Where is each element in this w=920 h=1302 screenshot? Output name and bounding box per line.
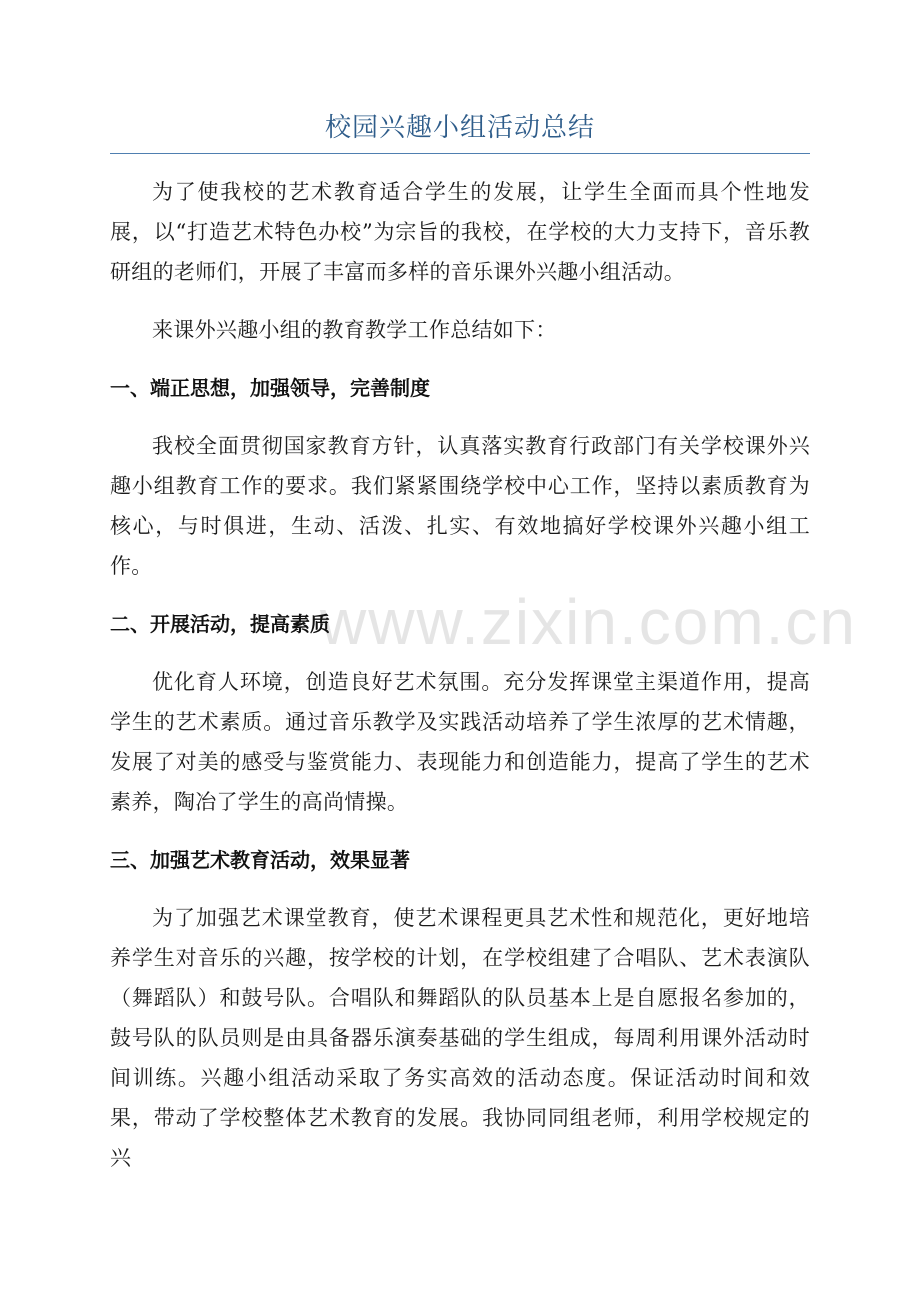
title-underline: [110, 153, 810, 154]
document-title: 校园兴趣小组活动总结: [324, 113, 595, 143]
section-body-3: 为了加强艺术课堂教育，使艺术课程更具艺术性和规范化，更好地培养学生对音乐的兴趣，按学校的计划，在学校组建了合唱队、艺术表演队（舞蹈队）和鼓号队。合唱队和舞蹈队的队员基本上是自愿报名参加的，鼓号队的队员则是由具备器乐演奏基础的学生组成，每周利用课外活动时间训练。兴趣小组活动采取了务实高效的活动态度。保证活动时间和效果，带动了学校整体艺术教育的发展。我协同同组老师，利用学校规定的兴: [110, 906, 810, 1170]
document-body: [110, 172, 810, 1178]
intro-summary-line: 来课外兴趣小组的教育教学工作总结如下：: [152, 318, 557, 342]
section-body-1: 我校全面贯彻国家教育方针，认真落实教育行政部门有关学校课外兴趣小组教育工作的要求。我们紧紧围绕学校中心工作，坚持以素质教育为核心，与时俱进，生动、活泼、扎实、有效地搞好学校课外兴趣小组工作。: [110, 434, 810, 578]
watermark: www.zixin.com.cn: [320, 586, 857, 658]
section-heading-2: 二、开展活动，提高素质: [110, 612, 330, 636]
intro-paragraph: 为了使我校的艺术教育适合学生的发展，让学生全面而具个性地发展，以“打造艺术特色办校”为宗旨的我校，在学校的大力支持下，音乐教研组的老师们，开展了丰富而多样的音乐课外兴趣小组活动。: [110, 180, 810, 284]
section-heading-1: 一、端正思想，加强领导，完善制度: [110, 376, 430, 400]
section-heading-3: 三、加强艺术教育活动，效果显著: [110, 848, 410, 872]
section-body-2: 优化育人环境，创造良好艺术氛围。充分发挥课堂主渠道作用，提高学生的艺术素质。通过音乐教学及实践活动培养了学生浓厚的艺术情趣，发展了对美的感受与鉴赏能力、表现能力和创造能力，提高了学生的艺术素养，陶冶了学生的高尚情操。: [110, 670, 810, 814]
